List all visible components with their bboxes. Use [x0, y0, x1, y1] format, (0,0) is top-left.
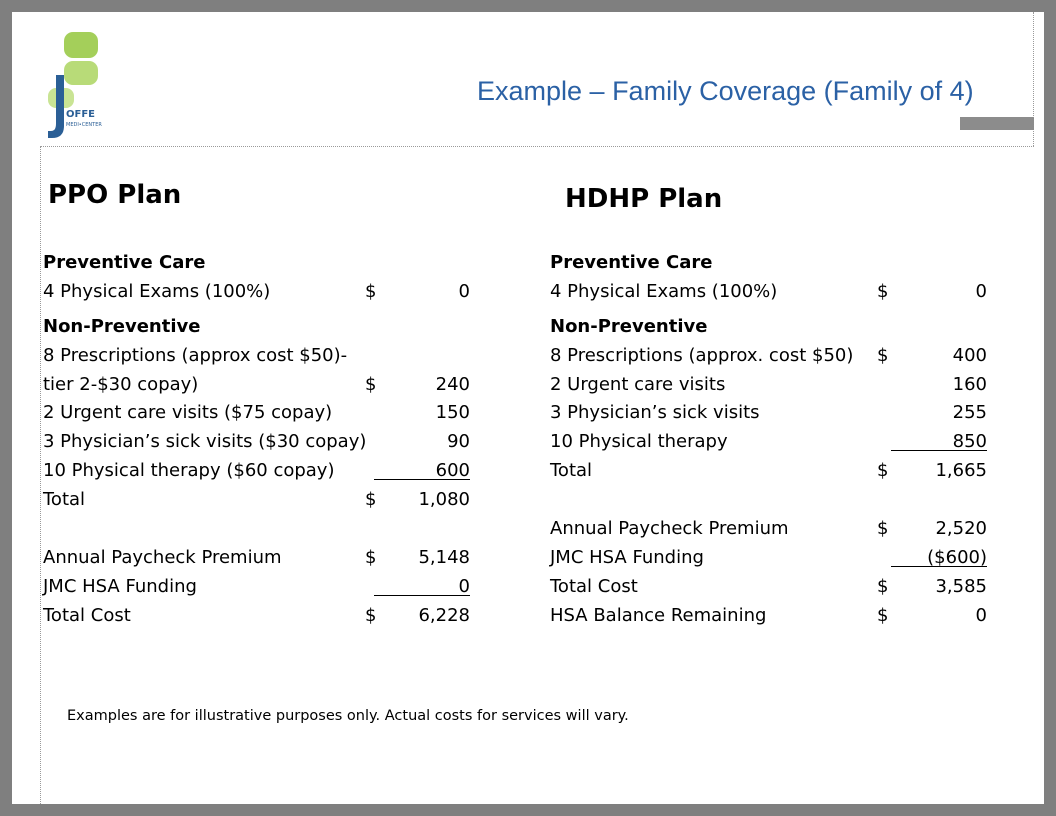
- ppo-row-label: Total Cost: [43, 604, 131, 626]
- hdhp-row-amount: 400: [952, 344, 987, 366]
- ppo-row-amount: 240: [435, 373, 470, 395]
- hdhp-row-label: 8 Prescriptions (approx. cost $50): [550, 344, 854, 366]
- ppo-row-currency: $: [365, 280, 377, 302]
- hdhp-row-amount: 3,585: [935, 575, 987, 597]
- ppo-row-amount: 150: [435, 402, 470, 424]
- hdhp-row-amount: 1,665: [935, 460, 987, 482]
- ppo-row: [43, 249, 473, 278]
- ppo-row-amount: 1,080: [418, 489, 470, 511]
- hdhp-heading: HDHP Plan: [565, 184, 723, 214]
- hdhp-subtotal-underline: [891, 450, 987, 451]
- hdhp-row-amount: 0: [975, 280, 987, 302]
- hdhp-table: [550, 249, 990, 631]
- ppo-subtotal-underline: [374, 479, 470, 480]
- hdhp-row: [550, 602, 990, 631]
- hdhp-row-label: Annual Paycheck Premium: [550, 518, 789, 540]
- hdhp-row-label: 2 Urgent care visits: [550, 373, 726, 395]
- hdhp-row-label: HSA Balance Remaining: [550, 604, 767, 626]
- hdhp-row: [550, 486, 990, 515]
- hdhp-row: [550, 249, 990, 278]
- ppo-row: [43, 457, 473, 486]
- ppo-row-label: 2 Urgent care visits ($75 copay): [43, 402, 333, 424]
- divider-top: [40, 146, 1034, 147]
- hdhp-row: [550, 457, 990, 486]
- hdhp-row-currency: $: [877, 460, 889, 482]
- hdhp-row: [550, 544, 990, 573]
- joffe-logo: [46, 30, 108, 140]
- slide: [12, 12, 1044, 804]
- ppo-table: [43, 249, 473, 631]
- hdhp-subtotal-underline: [891, 566, 987, 567]
- ppo-row-currency: $: [365, 604, 377, 626]
- hdhp-row-currency: $: [877, 604, 889, 626]
- hdhp-row-label: 10 Physical therapy: [550, 431, 728, 453]
- hdhp-row: [550, 313, 990, 342]
- hdhp-row-amount: 2,520: [935, 518, 987, 540]
- divider-left: [40, 146, 41, 804]
- hdhp-row-currency: $: [877, 280, 889, 302]
- hdhp-row-label: Total: [550, 460, 593, 482]
- ppo-row: [43, 428, 473, 457]
- hdhp-row: [550, 428, 990, 457]
- ppo-row: [43, 602, 473, 631]
- ppo-row-amount: 0: [458, 280, 470, 302]
- page-title: Example – Family Coverage (Family of 4): [477, 76, 974, 106]
- hdhp-row-currency: $: [877, 344, 889, 366]
- disclaimer: Examples are for illustrative purposes only. Actual costs for services will vary.: [67, 708, 629, 724]
- ppo-row: [43, 399, 473, 428]
- ppo-row-amount: 600: [435, 460, 470, 482]
- ppo-heading: PPO Plan: [48, 180, 182, 210]
- ppo-row-label: 8 Prescriptions (approx cost $50)-: [43, 344, 348, 366]
- ppo-row: [43, 544, 473, 573]
- hdhp-row-amount: ($600): [927, 546, 987, 568]
- ppo-row-label: Preventive Care: [43, 252, 206, 273]
- hdhp-row-amount: 255: [952, 402, 987, 424]
- hdhp-row: [550, 278, 990, 307]
- hdhp-row-label: 4 Physical Exams (100%): [550, 280, 778, 302]
- hdhp-row-label: JMC HSA Funding: [550, 546, 704, 568]
- hdhp-row-label: 3 Physician’s sick visits: [550, 402, 760, 424]
- hdhp-row-label: Non-Preventive: [550, 315, 708, 337]
- svg-text:OFFE: OFFE: [66, 109, 95, 120]
- hdhp-row: [550, 515, 990, 544]
- ppo-row-label: 3 Physician’s sick visits ($30 copay): [43, 431, 367, 453]
- ppo-row: [43, 573, 473, 602]
- ppo-row-label: Annual Paycheck Premium: [43, 546, 282, 568]
- ppo-row-label: JMC HSA Funding: [43, 575, 197, 597]
- ppo-row-label: 10 Physical therapy ($60 copay): [43, 460, 335, 482]
- ppo-row-label: Total: [43, 489, 86, 511]
- hdhp-row: [550, 573, 990, 602]
- ppo-row-label: 4 Physical Exams (100%): [43, 280, 271, 302]
- ppo-row: [43, 278, 473, 307]
- hdhp-row: [550, 399, 990, 428]
- ppo-row-amount: 5,148: [418, 546, 470, 568]
- ppo-row-amount: 90: [447, 431, 470, 453]
- ppo-row-label: Non-Preventive: [43, 315, 201, 337]
- ppo-row-amount: 6,228: [418, 604, 470, 626]
- ppo-row-currency: $: [365, 546, 377, 568]
- hdhp-row-label: Preventive Care: [550, 252, 713, 273]
- ppo-row: [43, 515, 473, 544]
- title-accent-bar: [960, 117, 1034, 130]
- hdhp-row-amount: 0: [975, 604, 987, 626]
- ppo-row-amount: 0: [458, 575, 470, 597]
- ppo-subtotal-underline: [374, 595, 470, 596]
- hdhp-row-amount: 160: [952, 373, 987, 395]
- hdhp-row-amount: 850: [952, 431, 987, 453]
- hdhp-row-label: Total Cost: [550, 575, 638, 597]
- svg-text:MEDI•CENTER: MEDI•CENTER: [66, 122, 102, 128]
- ppo-row: [43, 313, 473, 342]
- hdhp-row: [550, 342, 990, 371]
- ppo-row: [43, 486, 473, 515]
- hdhp-row: [550, 371, 990, 400]
- hdhp-row-currency: $: [877, 518, 889, 540]
- ppo-row: [43, 342, 473, 371]
- ppo-row-label: tier 2-$30 copay): [43, 373, 199, 395]
- ppo-row: [43, 371, 473, 400]
- ppo-row-currency: $: [365, 373, 377, 395]
- hdhp-row-currency: $: [877, 575, 889, 597]
- ppo-row-currency: $: [365, 489, 377, 511]
